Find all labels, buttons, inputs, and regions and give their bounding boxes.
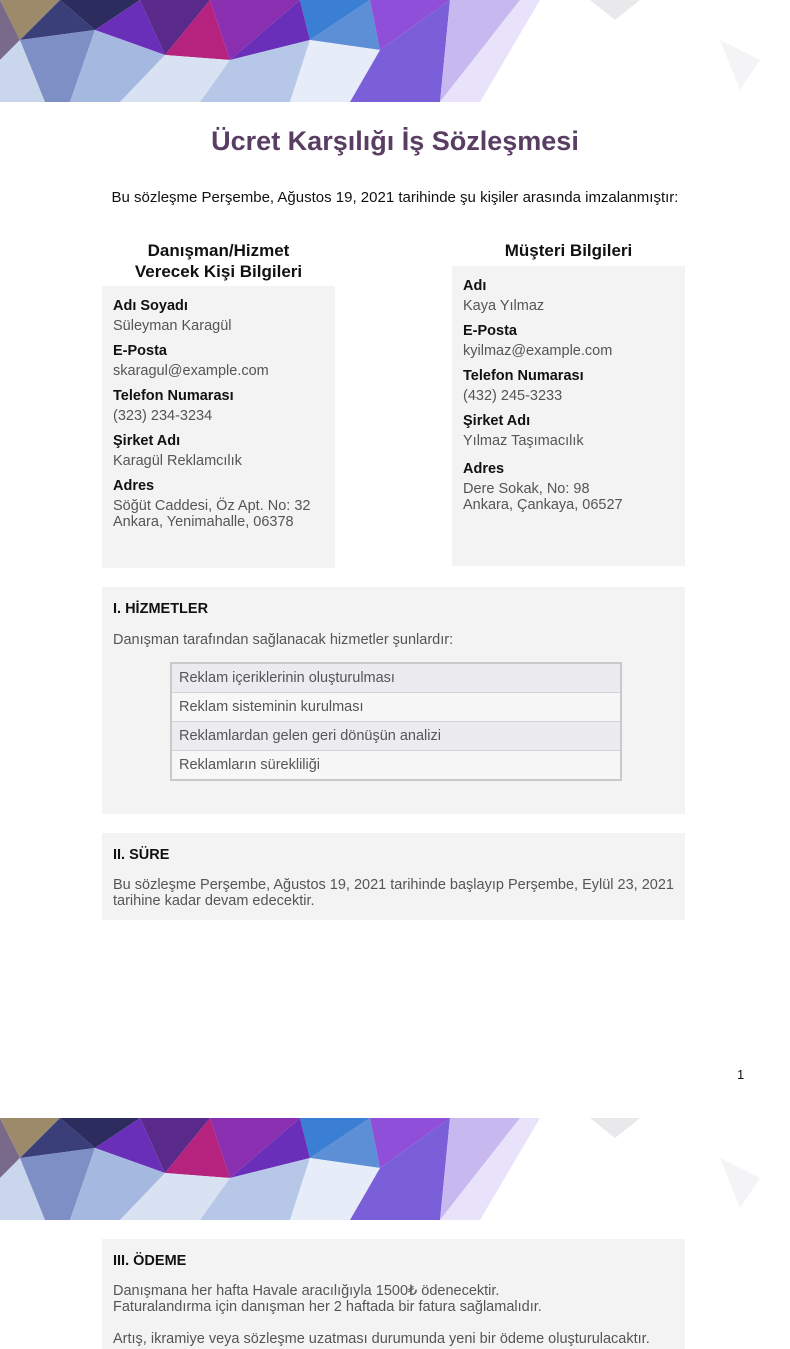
- intro-text: Bu sözleşme Perşembe, Ağustos 19, 2021 tarihinde şu kişiler arasında imzalanmıştır:: [111, 189, 679, 206]
- services-section: [102, 587, 685, 814]
- service-item: Reklamlardan gelen geri dönüşün analizi: [172, 721, 620, 750]
- client-address-label: Adres: [463, 461, 505, 477]
- polygon-banner-art: [0, 0, 790, 102]
- client-address-value: Dere Sokak, No: 98 Ankara, Çankaya, 06527: [463, 481, 623, 513]
- consultant-company-label: Şirket Adı: [113, 433, 181, 449]
- client-name-label: Adı: [463, 278, 487, 294]
- service-item: Reklamların sürekliliği: [172, 750, 620, 779]
- services-title: I. HİZMETLER: [113, 601, 209, 617]
- client-info-box: [452, 266, 685, 566]
- client-phone-value: (432) 245-3233: [463, 388, 563, 404]
- header-banner: [0, 0, 790, 102]
- payment-section: [102, 1239, 685, 1349]
- consultant-address-label: Adres: [113, 478, 155, 494]
- client-company-value: Yılmaz Taşımacılık: [463, 433, 584, 449]
- polygon-banner-art: [0, 1118, 790, 1220]
- consultant-address-value: Söğüt Caddesi, Öz Apt. No: 32 Ankara, Yenimahalle, 06378: [113, 498, 311, 530]
- duration-title: II. SÜRE: [113, 847, 170, 863]
- client-name-value: Kaya Yılmaz: [463, 298, 545, 314]
- services-intro: Danışman tarafından sağlanacak hizmetler şunlardır:: [113, 632, 454, 648]
- consultant-name-value: Süleyman Karagül: [113, 318, 232, 334]
- payment-line-3: Artış, ikramiye veya sözleşme uzatması durumunda yeni bir ödeme oluşturulacaktır.: [113, 1331, 650, 1347]
- client-heading: Müşteri Bilgileri: [504, 241, 633, 260]
- page-number: 1: [737, 1067, 745, 1082]
- duration-text: Bu sözleşme Perşembe, Ağustos 19, 2021 tarihinde başlayıp Perşembe, Eylül 23, 2021 tarihine kadar devam edecektir.: [113, 877, 674, 909]
- consultant-email-value: skaragul@example.com: [113, 363, 269, 379]
- consultant-phone-value: (323) 234-3234: [113, 408, 213, 424]
- consultant-phone-label: Telefon Numarası: [113, 388, 234, 404]
- client-phone-label: Telefon Numarası: [463, 368, 584, 384]
- payment-title: III. ÖDEME: [113, 1253, 187, 1269]
- client-email-label: E-Posta: [463, 323, 517, 339]
- duration-section: [102, 833, 685, 920]
- service-item: Reklam sisteminin kurulması: [172, 692, 620, 721]
- client-email-value: kyilmaz@example.com: [463, 343, 613, 359]
- consultant-heading: Danışman/Hizmet Verecek Kişi Bilgileri: [134, 241, 303, 281]
- page-2-banner: [0, 1118, 790, 1220]
- document-title: Ücret Karşılığı İş Sözleşmesi: [211, 126, 579, 156]
- consultant-info-box: [102, 286, 335, 568]
- payment-line-1: Danışmana her hafta Havale aracılığıyla 1500₺ ödenecektir.: [113, 1283, 500, 1299]
- service-item: Reklam içeriklerinin oluşturulması: [172, 664, 620, 692]
- services-table: [170, 662, 622, 781]
- consultant-company-value: Karagül Reklamcılık: [113, 453, 242, 469]
- consultant-name-label: Adı Soyadı: [113, 298, 188, 314]
- payment-line-2: Faturalandırma için danışman her 2 haftada bir fatura sağlamalıdır.: [113, 1299, 542, 1315]
- client-company-label: Şirket Adı: [463, 413, 531, 429]
- consultant-email-label: E-Posta: [113, 343, 167, 359]
